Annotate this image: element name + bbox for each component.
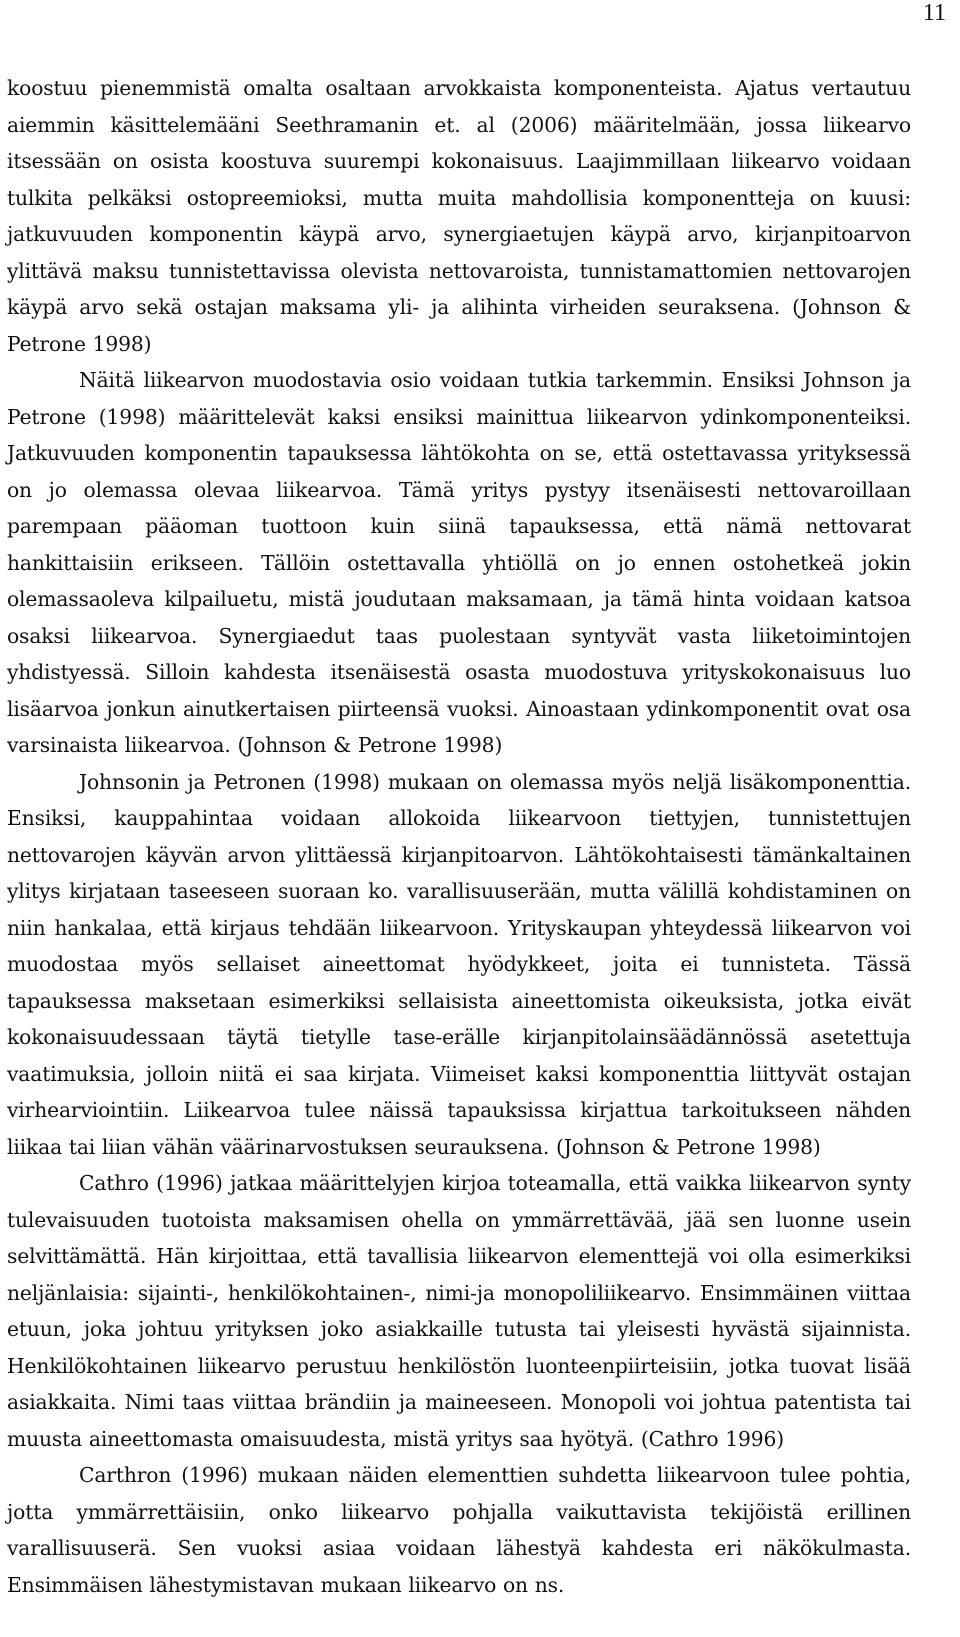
- paragraph-5: Carthron (1996) mukaan näiden elementtien suhdetta liikearvoon tulee pohtia, jotta ymmärrettäisiin, onko liikearvo pohjalla vaikuttavista tekijöistä erillinen varallisuuserä. Sen vuoksi asiaa voidaan lähestyä kahdesta eri näkökulmasta. Ensimmäisen lähestymistavan mukaan liikearvo on ns.: [7, 1463, 911, 1597]
- paragraph-3: Johnsonin ja Petronen (1998) mukaan on olemassa myös neljä lisäkomponenttia. Ensiksi, kauppahintaa voidaan allokoida liikearvoon tiettyjen, tunnistettujen nettovarojen käyvän arvon ylittäessä kirjanpitoarvon. Lähtökohtaisesti tämänkaltainen ylitys kirjataan taseeseen suoraan ko. varallisuuserään, mutta välillä kohdistaminen on niin hankalaa, että kirjaus tehdään liikearvoon. Yrityskaupan yhteydessä liikearvon voi muodostaa myös sellaiset aineettomat hyödykkeet, joita ei tunnisteta. Tässä tapauksessa maksetaan esimerkiksi sellaisista aineettomista oikeuksista, jotka eivät kokonaisuudessaan täytä tietylle tase-erälle kirjanpitolainsäädännössä asetettuja vaatimuksia, jolloin niitä ei saa kirjata. Viimeiset kaksi komponenttia liittyvät ostajan virhearviointiin. Liikearvoa tulee näissä tapauksissa kirjattua tarkoitukseen nähden liikaa tai liian vähän väärinarvostuksen seurauksena. (Johnson & Petrone 1998): [7, 769, 911, 1159]
- body-text: [7, 70, 911, 1603]
- paragraph-1: koostuu pienemmistä omalta osaltaan arvokkaista komponenteista. Ajatus vertautuu aiemmin käsittelemääni Seethramanin et. al (2006) määritelmään, jossa liikearvo itsessään on osista koostuva suurempi kokonaisuus. Laajimmillaan liikearvo voidaan tulkita pelkäksi ostopreemioksi, mutta muita mahdollisia komponentteja on kuusi: jatkuvuuden komponentin käypä arvo, synergiaetujen käypä arvo, kirjanpitoarvon ylittävä maksu tunnistettavissa olevista nettovaroista, tunnistamattomien nettovarojen käypä arvo sekä ostajan maksama yli- ja alihinta virheiden seuraksena. (Johnson & Petrone 1998): [7, 76, 911, 356]
- paragraph-4: Cathro (1996) jatkaa määrittelyjen kirjoa toteamalla, että vaikka liikearvon synty tulevaisuuden tuotoista maksamisen ohella on ymmärrettävää, jää sen luonne usein selvittämättä. Hän kirjoittaa, että tavallisia liikearvon elementtejä voi olla esimerkiksi neljänlaisia: sijainti-, henkilökohtainen-, nimi-ja monopoliliikearvo. Ensimmäinen viittaa etuun, joka johtuu yrityksen joko asiakkaille tutusta tai yleisesti hyvästä sijainnista. Henkilökohtainen liikearvo perustuu henkilöstön luonteenpiirteisiin, jotka tuovat lisää asiakkaita. Nimi taas viittaa brändiin ja maineeseen. Monopoli voi johtua patentista tai muusta aineettomasta omaisuudesta, mistä yritys saa hyötyä. (Cathro 1996): [7, 1171, 911, 1451]
- page-number: 11: [922, 0, 946, 26]
- paragraph-2: Näitä liikearvon muodostavia osio voidaan tutkia tarkemmin. Ensiksi Johnson ja Petrone (1998) määrittelevät kaksi ensiksi mainittua liikearvon ydinkomponenteiksi. Jatkuvuuden komponentin tapauksessa lähtökohta on se, että ostettavassa yrityksessä on jo olemassa olevaa liikearvoa. Tämä yritys pystyy itsenäisesti nettovaroillaan parempaan pääoman tuottoon kuin siinä tapauksessa, että nämä nettovarat hankittaisiin erikseen. Tällöin ostettavalla yhtiöllä on jo ennen ostohetkeä jokin olemassaoleva kilpailuetu, mistä joudutaan maksamaan, ja tämä hinta voidaan katsoa osaksi liikearvoa. Synergiaedut taas puolestaan syntyvät vasta liiketoimintojen yhdistyessä. Silloin kahdesta itsenäisestä osasta muodostuva yrityskokonaisuus luo lisäarvoa jonkun ainutkertaisen piirteensä vuoksi. Ainoastaan ydinkomponentit ovat osa varsinaista liikearvoa. (Johnson & Petrone 1998): [7, 368, 911, 757]
